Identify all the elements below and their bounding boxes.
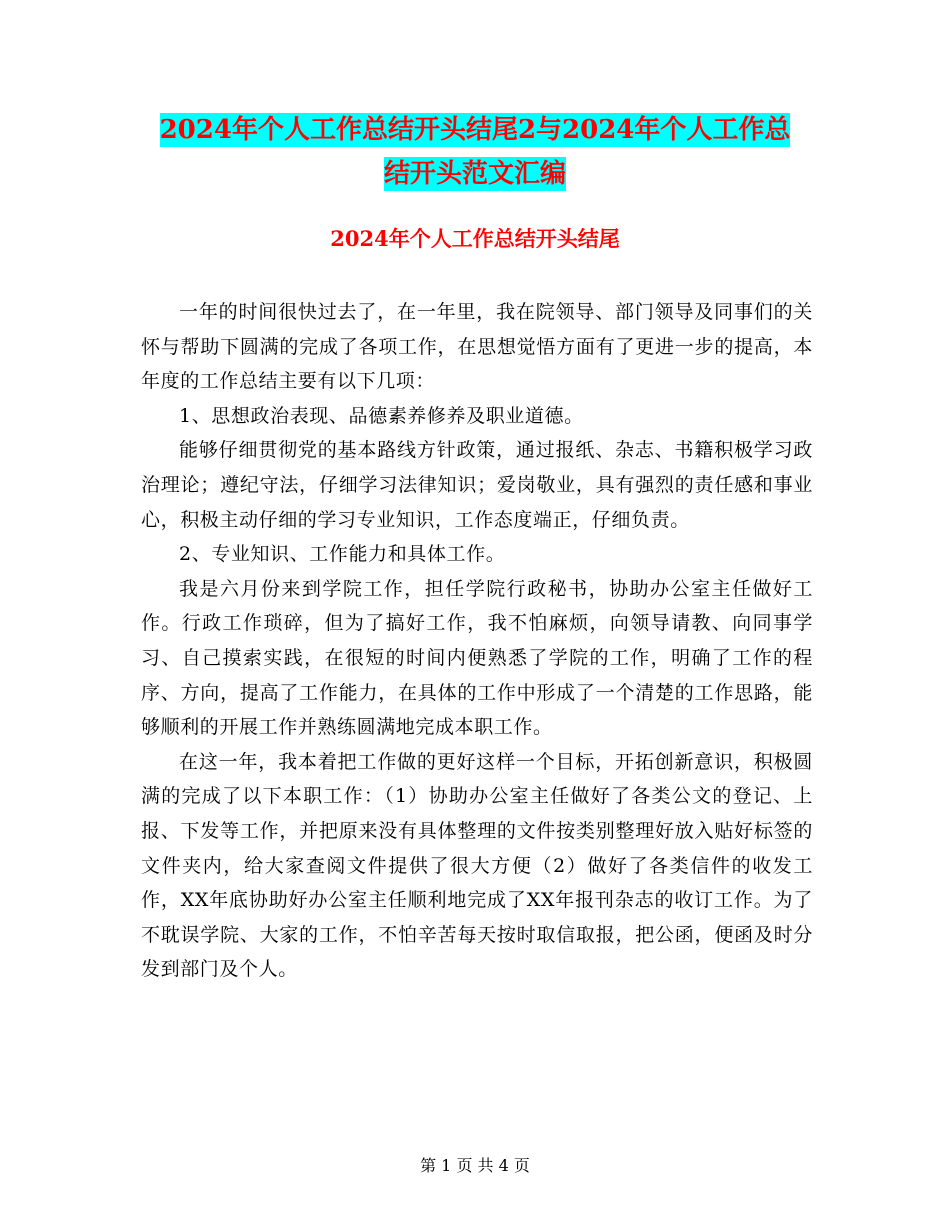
paragraph-intro: 一年的时间很快过去了，在一年里，我在院领导、部门领导及同事们的关怀与帮助下圆满的完成了各项工作，在思想觉悟方面有了更进一步的提高，本年度的工作总结主要有以下几项：	[141, 301, 813, 393]
paragraph-heading-2: 2、专业知识、工作能力和具体工作。	[179, 543, 506, 566]
paragraph-heading-1: 1、思想政治表现、品德素养修养及职业道德。	[179, 404, 584, 427]
paragraph-political: 能够仔细贯彻党的基本路线方针政策，通过报纸、杂志、书籍积极学习政治理论；遵纪守法，仔细学习法律知识；爱岗敬业，具有强烈的责任感和事业心，积极主动仔细的学习专业知识，工作态度端正，仔细负责。	[141, 439, 813, 531]
document-title-line-2: 结开头范文汇编	[383, 159, 566, 189]
document-title-line-1: 2024年个人工作总结开头结尾2与2024年个人工作总	[159, 115, 791, 145]
paragraph-work-ability: 我是六月份来到学院工作，担任学院行政秘书，协助办公室主任做好工作。行政工作琐碎，但为了搞好工作，我不怕麻烦，向领导请教、向同事学习、自己摸索实践，在很短的时间内便熟悉了学院的工作，明确了工作的程序、方向，提高了工作能力，在具体的工作中形成了一个清楚的工作思路，能够顺利的开展工作并熟练圆满地完成本职工作。	[141, 577, 813, 739]
section-title: 2024年个人工作总结开头结尾	[330, 226, 620, 251]
page-number-footer: 第 1 页 共 4 页	[420, 1156, 530, 1175]
document-body	[141, 295, 813, 987]
paragraph-duties: 在这一年，我本着把工作做的更好这样一个目标，开拓创新意识，积极圆满的完成了以下本职工作：（1）协助办公室主任做好了各类公文的登记、上报、下发等工作，并把原来没有具体整理的文件按类别整理好放入贴好标签的文件夹内，给大家查阅文件提供了很大方便（2）做好了各类信件的收发工作，XX年底协助好办公室主任顺利地完成了XX年报刊杂志的收订工作。为了不耽误学院、大家的工作，不怕辛苦每天按时取信取报，把公函，便函及时分发到部门及个人。	[141, 750, 813, 981]
